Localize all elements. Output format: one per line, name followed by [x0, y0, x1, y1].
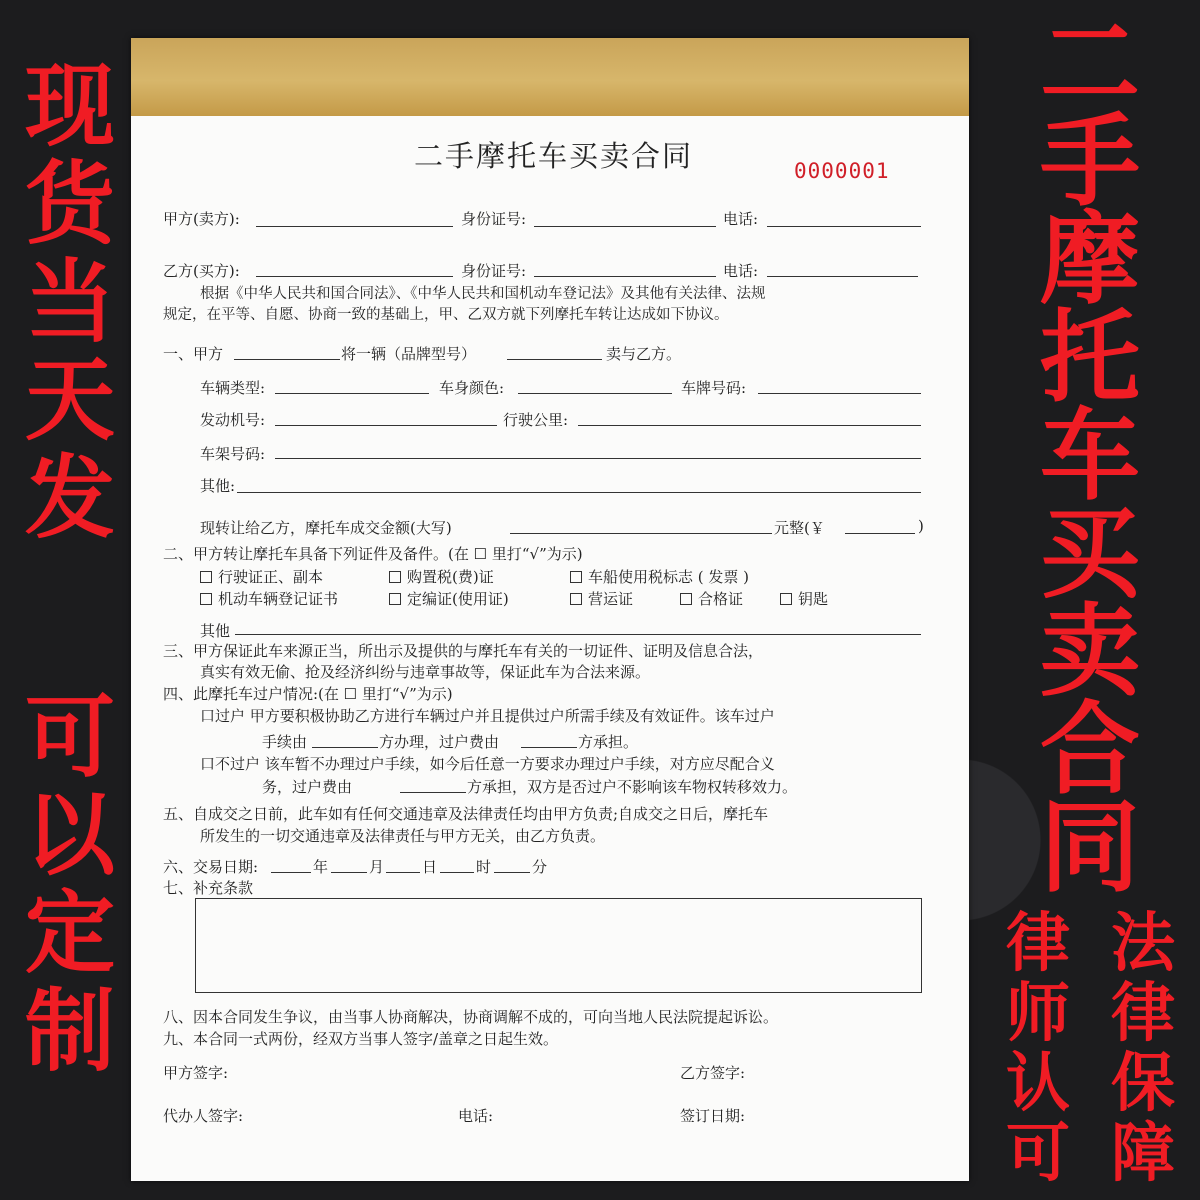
checkbox[interactable] [389, 593, 401, 605]
checkbox[interactable] [389, 571, 401, 583]
other-label: 其他: [200, 477, 236, 495]
checkbox[interactable] [780, 593, 792, 605]
banner-char: 车 [1040, 397, 1140, 514]
checkbox[interactable] [570, 593, 582, 605]
intro-line-1: 根据《中华人民共和国合同法》、《中华人民共和国机动车登记法》及其他有关法律、法规 [200, 286, 766, 302]
banner-char: 保 [1111, 1047, 1175, 1121]
hour-label: 时 [476, 858, 492, 876]
clause-1-c: 卖与乙方。 [606, 345, 682, 363]
engine-no-label: 发动机号: [200, 411, 266, 429]
party-a-id-field[interactable] [534, 226, 716, 227]
party-b-signature-label: 乙方签字: [680, 1064, 746, 1082]
left-banner-2 [22, 685, 118, 1085]
party-a-id-label: 身份证号: [461, 210, 527, 228]
checkbox[interactable] [200, 571, 212, 583]
year-label: 年 [313, 858, 329, 876]
cert-item-6[interactable] [570, 588, 633, 609]
party-a-field[interactable] [256, 226, 453, 227]
supplementary-terms-box[interactable] [195, 898, 922, 993]
date-year-field[interactable] [271, 872, 311, 873]
banner-char: 货 [25, 152, 115, 257]
banner-char: 天 [25, 348, 115, 453]
date-hour-field[interactable] [440, 872, 474, 873]
checkbox[interactable] [570, 571, 582, 583]
banner-char: 律 [1111, 977, 1175, 1051]
banner-char: 师 [1006, 977, 1070, 1051]
banner-char: 买 [1040, 495, 1140, 612]
cert-item-5[interactable] [389, 588, 509, 609]
right-sub-banner-2 [1108, 907, 1178, 1192]
paper-binding-strip [131, 38, 969, 116]
clause-1-model-field[interactable] [507, 359, 602, 360]
banner-char: 可 [25, 685, 115, 790]
plate-no-field[interactable] [758, 393, 921, 394]
right-banner [1000, 5, 1180, 906]
intro-line-2: 规定，在平等、自愿、协商一致的基础上，甲、乙双方就下列摩托车转让达成如下协议。 [163, 307, 729, 323]
banner-char: 托 [1040, 299, 1140, 416]
transfer-fee-field[interactable] [521, 747, 577, 748]
no-transfer-option[interactable]: 口不过户 该车暂不办理过户手续，如今后任意一方要求办理过户手续，对方应尽配合义 [200, 755, 775, 773]
banner-char: 认 [1006, 1047, 1070, 1121]
cert-item-4[interactable] [200, 588, 338, 609]
clause-1-seller-field[interactable] [234, 359, 340, 360]
clause-1-b: 将一辆（品牌型号） [341, 345, 477, 363]
banner-char: 当 [25, 250, 115, 355]
day-label: 日 [422, 858, 438, 876]
clause-5-line-2: 所发生的一切交通违章及法律责任与甲方无关，由乙方负责。 [200, 827, 606, 845]
clause-2: 二、甲方转让摩托车具备下列证件及备件。(在 ☐ 里打“√”为示) [163, 545, 583, 563]
no-transfer-fee-field[interactable] [400, 792, 466, 793]
cert-item-3[interactable] [570, 566, 749, 587]
party-a-phone-field[interactable] [767, 226, 921, 227]
clause-9: 九、本合同一式两份，经双方当事人签字/盖章之日起生效。 [163, 1030, 559, 1048]
transfer-fee-end: 方承担。 [578, 733, 639, 751]
date-minute-field[interactable] [494, 872, 530, 873]
cert-label: 机动车辆登记证书 [218, 590, 339, 608]
party-a-phone-label: 电话: [723, 210, 759, 228]
other-cert-field[interactable] [235, 634, 921, 635]
transfer-handler-field[interactable] [312, 747, 378, 748]
sign-date-label: 签订日期: [680, 1107, 746, 1125]
date-day-field[interactable] [386, 872, 420, 873]
banner-char: 定 [25, 881, 115, 986]
frame-no-field[interactable] [275, 458, 921, 459]
banner-char: 障 [1111, 1117, 1175, 1191]
party-b-id-field[interactable] [534, 276, 716, 277]
cert-label: 定编证(使用证) [407, 590, 509, 608]
vehicle-type-label: 车辆类型: [200, 379, 266, 397]
party-b-label: 乙方(买方): [163, 262, 240, 280]
banner-char: 可 [1006, 1117, 1070, 1191]
serial-number: 0000001 [794, 159, 890, 183]
engine-no-field[interactable] [275, 425, 497, 426]
body-color-label: 车身颜色: [439, 379, 505, 397]
right-sub-banner-1 [1003, 907, 1073, 1192]
price-yuan-label: 元整(￥ [774, 519, 825, 537]
party-a-signature-label: 甲方签字: [163, 1064, 229, 1082]
banner-char: 摩 [1040, 201, 1140, 318]
clause-5-line-1: 五、自成交之日前，此车如有任何交通违章及法律责任均由甲方负责;自成交之日后，摩托车 [163, 805, 769, 823]
minute-label: 分 [532, 858, 548, 876]
clause-1-a: 一、甲方 [163, 345, 224, 363]
banner-char: 卖 [1040, 593, 1140, 710]
party-a-label: 甲方(卖方): [163, 210, 240, 228]
banner-char: 以 [25, 783, 115, 888]
body-color-field[interactable] [518, 393, 672, 394]
month-label: 月 [369, 858, 385, 876]
cert-label: 钥匙 [798, 590, 829, 608]
cert-label: 车船使用税标志 ( 发票 ) [588, 568, 750, 586]
transfer-option[interactable]: 口过户 甲方要积极协助乙方进行车辆过户并且提供过户所需手续及有效证件。该车过户 [200, 707, 775, 725]
vehicle-type-field[interactable] [275, 393, 429, 394]
transfer-fee-label: 方办理，过户费由 [379, 733, 500, 751]
price-close: ) [918, 517, 924, 535]
cert-item-7[interactable] [680, 588, 743, 609]
banner-char: 合 [1040, 691, 1140, 808]
party-b-field[interactable] [256, 276, 453, 277]
price-words-field[interactable] [510, 533, 772, 534]
no-transfer-fee-end: 方承担，双方是否过户不影响该车物权转移效力。 [467, 778, 798, 796]
agent-signature-label: 代办人签字: [163, 1107, 244, 1125]
banner-char: 法 [1111, 907, 1175, 981]
price-number-field[interactable] [845, 533, 915, 534]
transfer-handler-label: 手续由 [262, 733, 308, 751]
clause-4: 四、此摩托车过户情况:(在 ☐ 里打“√”为示) [163, 685, 453, 703]
mileage-field[interactable] [578, 425, 921, 426]
banner-char: 现 [25, 54, 115, 159]
clause-8: 八、因本合同发生争议，由当事人协商解决，协商调解不成的，可向当地人民法院提起诉讼。 [163, 1008, 779, 1026]
other-cert-label: 其他 [200, 622, 231, 640]
price-label: 现转让给乙方，摩托车成交金额(大写) [200, 519, 452, 537]
cert-item-2[interactable] [389, 566, 494, 587]
cert-item-8[interactable] [780, 588, 828, 609]
banner-char: 同 [1040, 789, 1140, 906]
contract-title: 二手摩托车买卖合同 [414, 139, 694, 173]
cert-label: 行驶证正、副本 [218, 568, 324, 586]
cert-item-1[interactable] [200, 566, 323, 587]
party-b-phone-field[interactable] [767, 276, 918, 277]
agent-phone-label: 电话: [458, 1107, 494, 1125]
banner-char: 制 [25, 979, 115, 1084]
clause-3-line-1: 三、甲方保证此车来源正当，所出示及提供的与摩托车有关的一切证件、证明及信息合法， [163, 642, 764, 660]
no-transfer-fee-label: 务，过户费由 [262, 778, 353, 796]
plate-no-label: 车牌号码: [681, 379, 747, 397]
left-banner [22, 54, 118, 552]
checkbox[interactable] [200, 593, 212, 605]
mileage-label: 行驶公里: [503, 411, 569, 429]
cert-label: 营运证 [588, 590, 634, 608]
clause-6-label: 六、交易日期: [163, 858, 259, 876]
other-field[interactable] [237, 492, 921, 493]
clause-7: 七、补充条款 [163, 879, 254, 897]
frame-no-label: 车架号码: [200, 445, 266, 463]
party-b-id-label: 身份证号: [461, 262, 527, 280]
banner-char: 律 [1006, 907, 1070, 981]
clause-3-line-2: 真实有效无偷、抢及经济纠纷与违章事故等，保证此车为合法来源。 [200, 663, 651, 681]
cert-label: 购置税(费)证 [407, 568, 494, 586]
banner-char: 发 [25, 446, 115, 551]
party-b-phone-label: 电话: [723, 262, 759, 280]
date-month-field[interactable] [331, 872, 367, 873]
checkbox[interactable] [680, 593, 692, 605]
cert-label: 合格证 [698, 590, 744, 608]
banner-char: 手 [1040, 103, 1140, 220]
banner-char: 二 [1040, 5, 1140, 122]
